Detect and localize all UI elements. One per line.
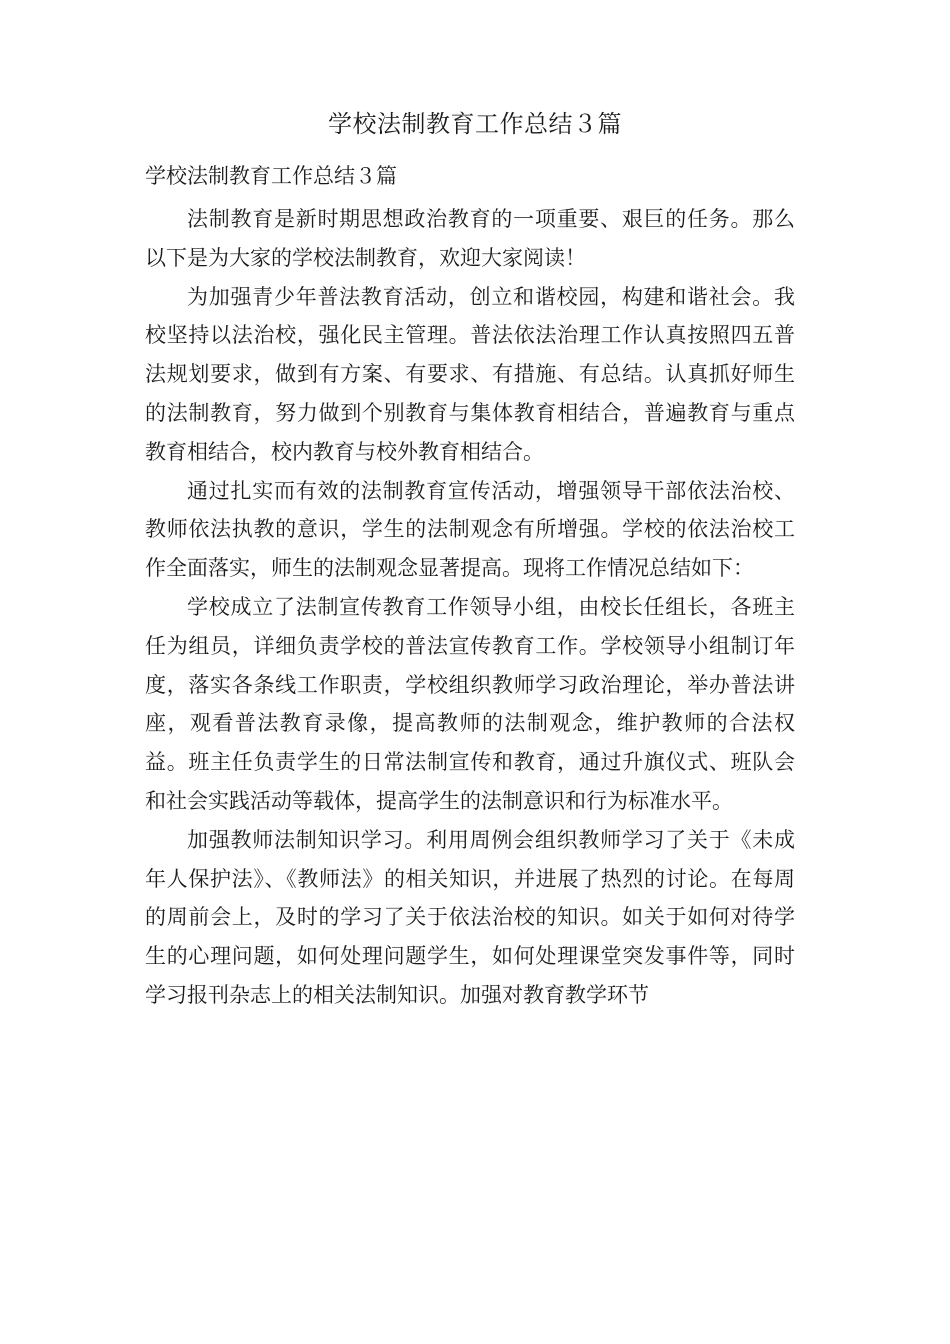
document-body <box>145 200 795 1015</box>
paragraph-background: 为加强青少年普法教育活动，创立和谐校园，构建和谐社会。我校坚持以法治校，强化民主管理。普法依法治理工作认真按照四五普法规划要求，做到有方案、有要求、有措施、有总结。认真抓好师生的法制教育，努力做到个别教育与集体教育相结合，普遍教育与重点教育相结合，校内教育与校外教育相结合。 <box>145 284 795 464</box>
paragraph-summary: 通过扎实而有效的法制教育宣传活动，增强领导干部依法治校、教师依法执教的意识，学生的法制观念有所增强。学校的依法治校工作全面落实，师生的法制观念显著提高。现将工作情况总结如下： <box>145 478 795 581</box>
paragraph-intro: 法制教育是新时期思想政治教育的一项重要、艰巨的任务。那么以下是为大家的学校法制教育，欢迎大家阅读！ <box>145 207 795 270</box>
document-title: 学校法制教育工作总结３篇 <box>328 110 622 138</box>
paragraph-leadership: 学校成立了法制宣传教育工作领导小组，由校长任组长，各班主任为组员，详细负责学校的普法宣传教育工作。学校领导小组制订年度，落实各条线工作职责，学校组织教师学习政治理论，举办普法讲座，观看普法教育录像，提高教师的法制观念，维护教师的合法权益。班主任负责学生的日常法制宣传和教育，通过升旗仪式、班队会和社会实践活动等载体，提高学生的法制意识和行为标准水平。 <box>145 594 795 813</box>
paragraph-teacher-study: 加强教师法制知识学习。利用周例会组织教师学习了关于《未成年人保护法》、《教师法》的相关知识，并进展了热烈的讨论。在每周的周前会上，及时的学习了关于依法治校的知识。如关于如何对待学生的心理问题，如何处理问题学生，如何处理课堂突发事件等，同时学习报刊杂志上的相关法制知识。加强对教育教学环节 <box>145 827 795 1007</box>
document-subtitle: 学校法制教育工作总结３篇 <box>145 164 397 188</box>
